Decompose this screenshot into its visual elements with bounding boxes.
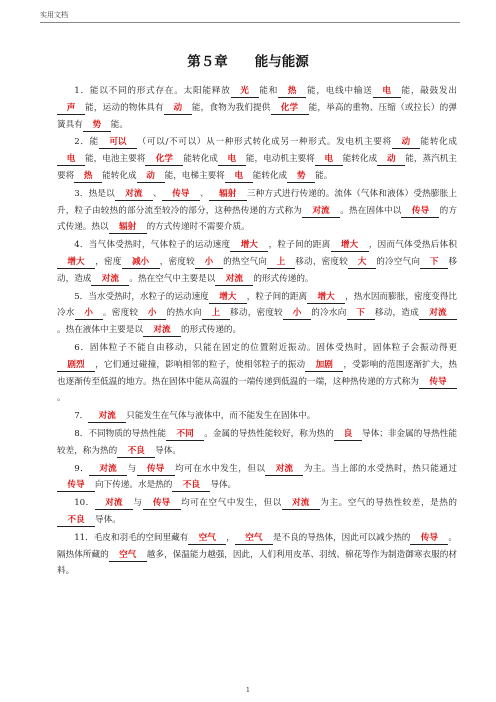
question-text: 的形式传递的。 xyxy=(253,273,314,284)
question-text: 。热在液体中主要是以 xyxy=(57,325,143,336)
answer-blank: 传导 xyxy=(143,498,181,510)
page-header: 实用文档 xyxy=(40,11,68,19)
answer-blank: 化学 xyxy=(271,103,309,115)
question-text: 导体。 xyxy=(210,480,237,491)
answer-blank: 小 xyxy=(195,257,223,269)
answer-blank: 对流 xyxy=(115,189,153,201)
question-text: ， xyxy=(226,532,235,543)
question-text: 能，电池主要将 xyxy=(85,154,146,165)
question-text: 为主。当上部的水受热时，热只能通过 xyxy=(303,463,457,474)
answer-blank: 对流 xyxy=(419,308,457,320)
answer-blank: 对流 xyxy=(95,498,133,510)
answer-blank: 对流 xyxy=(302,206,340,218)
question-text: 能，电动机主要将 xyxy=(245,154,315,165)
answer-blank: 小 xyxy=(75,308,103,320)
question-text: ，它们通过碰撞，影响相邻的粒子，使相邻粒子的振动 xyxy=(95,359,306,370)
question-text: 。热在空气中主要是以 xyxy=(129,273,216,284)
question-paragraph xyxy=(57,340,457,407)
question-text: ，因而气体受热后体积 xyxy=(368,240,457,251)
question-paragraph xyxy=(57,426,457,460)
question-text: 7． xyxy=(74,411,89,422)
question-text: ，粒子间的距离 xyxy=(268,240,331,251)
question-text: 能，蒸汽机主要将 xyxy=(57,154,457,181)
answer-blank: 不良 xyxy=(117,446,155,458)
question-text: 能，敲鼓发出 xyxy=(400,86,457,96)
answer-blank: 辐射 xyxy=(209,189,247,201)
question-text: （可以/不可以）从一种形式转化成另一种形式。发电机主要将 xyxy=(136,137,392,148)
chapter-title: 第５章 能与能源 xyxy=(187,54,309,70)
answer-blank: 传导 xyxy=(137,464,175,476)
header-divider xyxy=(40,22,460,23)
question-text: 移动，造成 xyxy=(57,256,457,284)
question-text: 8．不同物质的导热性能 xyxy=(74,428,167,439)
question-text: ，密度 xyxy=(95,256,122,267)
question-text: 的形式传递的。 xyxy=(180,325,242,336)
answer-blank: 电 xyxy=(373,86,401,98)
question-text: 导体。 xyxy=(95,514,121,525)
question-text: 是不良的导热体，因此可以减少热的 xyxy=(272,532,411,543)
answer-blank: 增大 xyxy=(209,292,247,304)
question-text: 、 xyxy=(199,188,209,199)
question-text: 能，运动的物体具有 xyxy=(85,102,164,113)
answer-blank: 热 xyxy=(278,86,306,98)
question-text: 与 xyxy=(132,498,143,509)
question-text: 均可在空气中发生，但以 xyxy=(180,498,282,509)
question-text: ，热水因而膨胀，密度变得比冷水 xyxy=(57,291,457,319)
answer-blank: 小 xyxy=(138,308,166,320)
answer-blank: 加剧 xyxy=(305,360,343,372)
answer-blank: 动 xyxy=(164,103,192,115)
question-text: 能。 xyxy=(315,170,333,181)
answer-blank: 增大 xyxy=(331,240,369,252)
question-paragraph xyxy=(57,134,457,184)
answer-blank: 对流 xyxy=(88,411,126,423)
question-text: 的冷水向 xyxy=(311,308,347,319)
question-paragraph xyxy=(57,408,457,425)
answer-blank: 不良 xyxy=(57,515,95,527)
answer-blank: 增大 xyxy=(57,257,95,269)
answer-blank: 传导 xyxy=(57,480,95,492)
answer-blank: 传导 xyxy=(419,377,457,389)
answer-blank: 势 xyxy=(83,120,111,132)
answer-blank: 电 xyxy=(315,154,343,166)
answer-blank: 动 xyxy=(377,154,405,166)
question-text: 。隔热体所藏的 xyxy=(57,532,457,560)
answer-blank: 对流 xyxy=(91,274,129,286)
question-text: ，粒子间的距离 xyxy=(246,291,308,302)
question-paragraph xyxy=(57,186,457,236)
question-text: 的热空气向 xyxy=(222,256,268,267)
answer-blank: 传导 xyxy=(401,206,439,218)
question-text: 能，举高的重物、压缩（或拉长）的弹簧具有 xyxy=(57,102,457,130)
question-text: 移动，密度较 xyxy=(229,308,284,319)
question-text: 只能发生在气体与液体中，而不能发生在固体中。 xyxy=(126,411,316,422)
question-text: 2．能 xyxy=(74,137,99,148)
answer-blank: 上 xyxy=(202,308,230,320)
answer-blank: 势 xyxy=(287,171,315,183)
question-text: 的方式传递。热以 xyxy=(57,205,457,233)
question-paragraph xyxy=(57,83,457,133)
question-text: 。金属的导热性能较好，称为热的 xyxy=(204,428,334,439)
question-text: 均可在水中发生，但以 xyxy=(174,463,266,474)
answer-blank: 光 xyxy=(231,86,259,98)
question-text: 5．当水受热时，水粒子的运动速度 xyxy=(74,291,209,302)
question-text: 1．能以不同的形式存在。太阳能释放 xyxy=(74,86,231,96)
answer-blank: 空气 xyxy=(188,533,226,545)
question-text: 导体。 xyxy=(155,445,181,456)
answer-blank: 声 xyxy=(57,103,85,115)
question-text: 能转化成 xyxy=(419,137,457,148)
answer-blank: 增大 xyxy=(307,292,345,304)
answer-blank: 不同 xyxy=(166,429,204,441)
answer-blank: 空气 xyxy=(235,533,273,545)
question-text: 为主。空气的导热性较差，是热的 xyxy=(319,498,457,509)
answer-blank: 动 xyxy=(137,171,165,183)
answer-blank: 对流 xyxy=(265,464,303,476)
question-text: 的冷空气向 xyxy=(376,256,421,267)
answer-blank: 下 xyxy=(420,257,448,269)
question-text: 向下传递。水是热的 xyxy=(95,480,173,491)
answer-blank: 可以 xyxy=(99,137,137,149)
question-text: 。热在固体中以 xyxy=(340,205,402,216)
question-text: 能转化成 xyxy=(342,154,378,165)
question-text: ，密度较 xyxy=(159,256,195,267)
answer-blank: 不良 xyxy=(172,480,210,492)
answer-blank: 减小 xyxy=(122,257,160,269)
answer-blank: 辐射 xyxy=(109,222,147,234)
answer-blank: 电 xyxy=(57,154,85,166)
question-text: 9． xyxy=(74,463,90,474)
answer-blank: 良 xyxy=(334,429,362,441)
question-paragraph xyxy=(57,237,457,287)
question-paragraph xyxy=(57,289,457,339)
answer-blank: 传导 xyxy=(162,189,200,201)
answer-blank: 增大 xyxy=(230,240,268,252)
question-text: 能和 xyxy=(258,86,279,96)
answer-blank: 对流 xyxy=(143,325,181,337)
question-text: 能，电梯主要将 xyxy=(164,170,225,181)
answer-blank: 小 xyxy=(283,308,311,320)
question-text: 6．固体粒子不能自由移动，只能在固定的位置附近振动。固体受热时，固体粒子会振动得更 xyxy=(74,342,457,353)
question-text: 能转化成 xyxy=(102,170,137,181)
question-text: 的方式传递时不需要介质。 xyxy=(146,222,250,233)
question-paragraph xyxy=(57,461,457,495)
answer-blank: 动 xyxy=(392,137,420,149)
question-text: 导体；非金属的导热性能较差，称为热的 xyxy=(57,428,457,456)
answer-blank: 对流 xyxy=(215,274,253,286)
answer-blank: 上 xyxy=(267,257,295,269)
question-text: 的热水向 xyxy=(166,308,202,319)
question-text: 。密度较 xyxy=(102,308,139,319)
answer-blank: 热 xyxy=(74,171,102,183)
question-text: 3．热是以 xyxy=(74,188,115,199)
answer-blank: 空气 xyxy=(109,550,147,562)
question-text: 移动，密度较 xyxy=(295,256,348,267)
question-paragraph xyxy=(57,530,457,580)
question-text: 越多，保温能力越强，因此，人们利用皮革、羽绒、棉花等作为制造御寒衣服的材料。 xyxy=(57,549,457,577)
question-text: 、 xyxy=(152,188,162,199)
answer-blank: 电 xyxy=(225,171,253,183)
answer-blank: 化学 xyxy=(145,154,183,166)
question-text: 能转化成 xyxy=(252,170,288,181)
question-text: 10． xyxy=(74,498,95,509)
page-number: 1 xyxy=(245,686,251,694)
exercise-body xyxy=(57,83,457,581)
question-paragraph xyxy=(57,495,457,529)
answer-blank: 剧烈 xyxy=(57,360,95,372)
answer-blank: 电 xyxy=(218,154,246,166)
question-text: 移动，造成 xyxy=(374,308,419,319)
question-text: 能转化成 xyxy=(183,154,218,165)
answer-blank: 下 xyxy=(347,308,375,320)
answer-blank: 对流 xyxy=(282,498,320,510)
question-text: 能。 xyxy=(110,119,128,130)
question-text: 4．当气体受热时，气体粒子的运动速度 xyxy=(74,240,231,251)
question-text: 11．毛皮和羽毛的空间里藏有 xyxy=(74,532,189,543)
question-text: 三种方式进行传递的。流体（气体和液体）受热膨胀上升，粒子由较热的部分流至较冷的部分，这种热传递的方式称为 xyxy=(57,188,457,216)
question-text: ，受影响的范围逐渐扩大，热也逐渐传至低温的地方。热在固体中能从高温的一端传递到低温的一端，这种热传递的方式称为 xyxy=(57,359,457,387)
question-text: 能，电线中输送 xyxy=(306,86,373,96)
answer-blank: 大 xyxy=(348,257,376,269)
question-text: 能，食物为我们提供 xyxy=(191,102,271,113)
question-text: 与 xyxy=(127,463,137,474)
question-text: 。 xyxy=(57,393,66,404)
answer-blank: 传导 xyxy=(410,533,448,545)
answer-blank: 对流 xyxy=(89,464,127,476)
